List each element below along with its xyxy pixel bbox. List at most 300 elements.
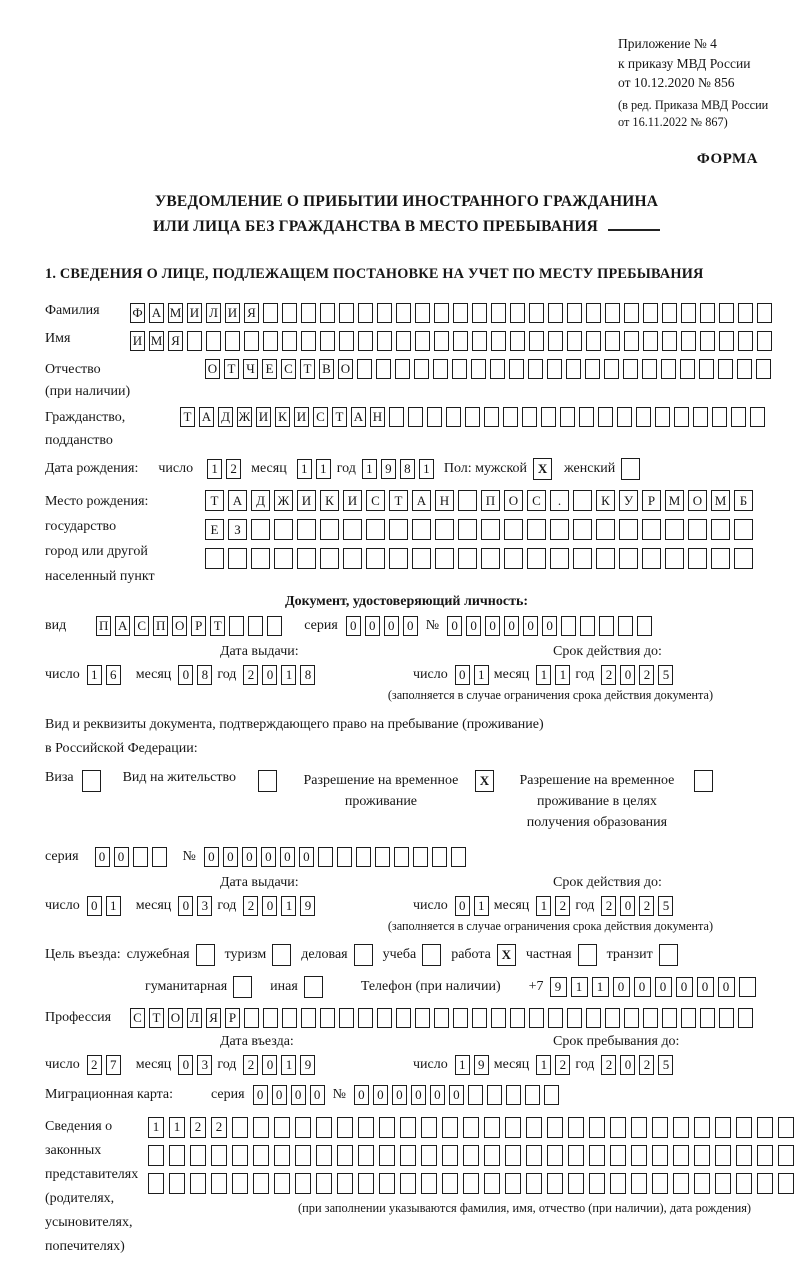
char-box[interactable] (589, 1117, 605, 1138)
char-box[interactable] (358, 1117, 374, 1138)
char-box[interactable] (757, 303, 772, 323)
char-box[interactable]: А (115, 616, 130, 636)
char-box[interactable] (548, 303, 563, 323)
char-box[interactable] (148, 1173, 164, 1194)
char-box[interactable] (596, 519, 615, 540)
char-box[interactable]: 2 (243, 896, 258, 916)
char-box[interactable] (529, 303, 544, 323)
char-box[interactable]: Т (180, 407, 195, 427)
char-box[interactable] (688, 519, 707, 540)
char-box[interactable]: 0 (262, 896, 277, 916)
char-box[interactable] (413, 847, 428, 867)
char-box[interactable] (642, 548, 661, 569)
char-box[interactable]: 2 (190, 1117, 206, 1138)
char-box[interactable] (206, 331, 221, 351)
char-box[interactable] (544, 1085, 559, 1105)
char-box[interactable] (435, 548, 454, 569)
char-box[interactable]: 5 (658, 1055, 673, 1075)
char-box[interactable] (506, 1085, 521, 1105)
char-box[interactable] (596, 548, 615, 569)
char-box[interactable] (375, 847, 390, 867)
char-box[interactable] (568, 1117, 584, 1138)
char-box[interactable]: 0 (485, 616, 500, 636)
char-box[interactable] (301, 331, 316, 351)
char-box[interactable]: 0 (178, 896, 193, 916)
char-box[interactable]: 0 (87, 896, 102, 916)
char-box[interactable]: 9 (474, 1055, 489, 1075)
patronymic-input[interactable] (205, 359, 771, 379)
char-box[interactable] (560, 407, 575, 427)
char-box[interactable]: С (527, 490, 546, 511)
char-box[interactable]: 3 (197, 896, 212, 916)
char-box[interactable]: П (481, 490, 500, 511)
char-box[interactable] (694, 1117, 710, 1138)
char-box[interactable] (522, 407, 537, 427)
char-box[interactable] (169, 1173, 185, 1194)
char-box[interactable]: 2 (601, 665, 616, 685)
char-box[interactable]: 0 (95, 847, 110, 867)
char-box[interactable] (567, 331, 582, 351)
char-box[interactable] (711, 548, 730, 569)
char-box[interactable] (541, 407, 556, 427)
temp-residence-education-checkbox[interactable] (694, 770, 713, 792)
char-box[interactable] (700, 1008, 715, 1028)
char-box[interactable] (205, 548, 224, 569)
purpose-other-checkbox[interactable] (304, 976, 323, 998)
char-box[interactable] (550, 548, 569, 569)
char-box[interactable] (377, 1008, 392, 1028)
char-box[interactable] (734, 519, 753, 540)
char-box[interactable]: Т (149, 1008, 164, 1028)
char-box[interactable] (211, 1173, 227, 1194)
char-box[interactable] (301, 1008, 316, 1028)
char-box[interactable] (504, 519, 523, 540)
char-box[interactable]: М (665, 490, 684, 511)
purpose-tourism-checkbox[interactable] (272, 944, 291, 966)
char-box[interactable]: 0 (466, 616, 481, 636)
char-box[interactable] (510, 1008, 525, 1028)
char-box[interactable]: З (228, 519, 247, 540)
char-box[interactable]: 0 (299, 847, 314, 867)
char-box[interactable] (681, 1008, 696, 1028)
char-box[interactable]: 9 (300, 1055, 315, 1075)
char-box[interactable]: 1 (571, 977, 588, 997)
title-blank-underline[interactable] (608, 229, 660, 231)
char-box[interactable] (505, 1117, 521, 1138)
char-box[interactable] (187, 331, 202, 351)
char-box[interactable] (320, 1008, 335, 1028)
char-box[interactable] (610, 1117, 626, 1138)
char-box[interactable] (624, 331, 639, 351)
char-box[interactable] (491, 303, 506, 323)
char-box[interactable] (778, 1117, 794, 1138)
char-box[interactable] (738, 331, 753, 351)
char-box[interactable] (618, 616, 633, 636)
char-box[interactable] (152, 847, 167, 867)
char-box[interactable] (366, 519, 385, 540)
char-box[interactable]: 2 (243, 1055, 258, 1075)
char-box[interactable] (605, 303, 620, 323)
char-box[interactable] (642, 519, 661, 540)
residence-permit-checkbox[interactable] (258, 770, 277, 792)
char-box[interactable]: И (225, 303, 240, 323)
purpose-official-checkbox[interactable] (196, 944, 215, 966)
char-box[interactable]: О (172, 616, 187, 636)
char-box[interactable] (263, 331, 278, 351)
char-box[interactable]: 5 (658, 896, 673, 916)
char-box[interactable] (736, 1117, 752, 1138)
char-box[interactable]: М (711, 490, 730, 511)
char-box[interactable] (750, 407, 765, 427)
char-box[interactable] (358, 1173, 374, 1194)
char-box[interactable] (599, 616, 614, 636)
purpose-humanitarian-checkbox[interactable] (233, 976, 252, 998)
char-box[interactable] (337, 1117, 353, 1138)
char-box[interactable] (586, 1008, 601, 1028)
char-box[interactable]: 0 (655, 977, 672, 997)
char-box[interactable] (526, 1173, 542, 1194)
permit-issue-month-input[interactable] (178, 896, 212, 916)
char-box[interactable] (358, 331, 373, 351)
char-box[interactable]: С (130, 1008, 145, 1028)
char-box[interactable]: С (366, 490, 385, 511)
char-box[interactable]: 0 (365, 616, 380, 636)
char-box[interactable]: 1 (297, 459, 312, 479)
char-box[interactable]: 1 (536, 896, 551, 916)
char-box[interactable]: С (134, 616, 149, 636)
char-box[interactable] (415, 303, 430, 323)
char-box[interactable] (377, 303, 392, 323)
char-box[interactable] (673, 1117, 689, 1138)
char-box[interactable] (366, 548, 385, 569)
char-box[interactable] (434, 1008, 449, 1028)
char-box[interactable] (415, 1008, 430, 1028)
char-box[interactable] (487, 1085, 502, 1105)
char-box[interactable] (415, 331, 430, 351)
permit-issue-year-input[interactable] (243, 896, 315, 916)
char-box[interactable]: 0 (178, 1055, 193, 1075)
char-box[interactable]: И (294, 407, 309, 427)
char-box[interactable]: А (199, 407, 214, 427)
permit-valid-day-input[interactable] (455, 896, 489, 916)
char-box[interactable] (133, 847, 148, 867)
char-box[interactable] (617, 407, 632, 427)
char-box[interactable] (598, 407, 613, 427)
doc-valid-year-input[interactable] (601, 665, 673, 685)
char-box[interactable] (688, 548, 707, 569)
char-box[interactable] (484, 1173, 500, 1194)
char-box[interactable] (757, 331, 772, 351)
char-box[interactable] (316, 1117, 332, 1138)
char-box[interactable] (700, 331, 715, 351)
char-box[interactable] (756, 359, 771, 379)
char-box[interactable] (568, 1173, 584, 1194)
char-box[interactable] (435, 519, 454, 540)
stay-year-input[interactable] (601, 1055, 673, 1075)
char-box[interactable]: И (297, 490, 316, 511)
char-box[interactable] (510, 331, 525, 351)
char-box[interactable]: 1 (106, 896, 121, 916)
stay-month-input[interactable] (536, 1055, 570, 1075)
char-box[interactable] (471, 359, 486, 379)
char-box[interactable] (434, 331, 449, 351)
char-box[interactable] (527, 548, 546, 569)
char-box[interactable] (585, 359, 600, 379)
char-box[interactable]: 5 (658, 665, 673, 685)
char-box[interactable] (446, 407, 461, 427)
char-box[interactable] (731, 407, 746, 427)
char-box[interactable] (548, 331, 563, 351)
given-name-input[interactable] (130, 331, 772, 351)
doc-issue-month-input[interactable] (178, 665, 212, 685)
purpose-transit-checkbox[interactable] (659, 944, 678, 966)
char-box[interactable] (719, 1008, 734, 1028)
char-box[interactable] (297, 519, 316, 540)
char-box[interactable]: Р (642, 490, 661, 511)
char-box[interactable]: О (205, 359, 220, 379)
char-box[interactable] (736, 1173, 752, 1194)
char-box[interactable] (394, 847, 409, 867)
char-box[interactable] (421, 1117, 437, 1138)
char-box[interactable]: О (688, 490, 707, 511)
entry-year-input[interactable] (243, 1055, 315, 1075)
char-box[interactable] (484, 1117, 500, 1138)
char-box[interactable]: 8 (300, 665, 315, 685)
char-box[interactable] (619, 519, 638, 540)
char-box[interactable]: 0 (384, 616, 399, 636)
char-box[interactable]: Ч (243, 359, 258, 379)
char-box[interactable]: 1 (281, 665, 296, 685)
char-box[interactable]: 0 (613, 977, 630, 997)
char-box[interactable] (655, 407, 670, 427)
char-box[interactable]: 0 (447, 616, 462, 636)
char-box[interactable]: М (168, 303, 183, 323)
char-box[interactable]: 7 (106, 1055, 121, 1075)
char-box[interactable] (253, 1173, 269, 1194)
char-box[interactable]: 0 (310, 1085, 325, 1105)
char-box[interactable] (719, 331, 734, 351)
char-box[interactable] (643, 331, 658, 351)
char-box[interactable]: С (281, 359, 296, 379)
char-box[interactable] (757, 1117, 773, 1138)
char-box[interactable]: 0 (178, 665, 193, 685)
char-box[interactable] (623, 359, 638, 379)
char-box[interactable] (339, 331, 354, 351)
birth-month-input[interactable] (297, 459, 331, 479)
char-box[interactable]: Ж (237, 407, 252, 427)
char-box[interactable] (586, 331, 601, 351)
char-box[interactable]: Н (370, 407, 385, 427)
char-box[interactable] (251, 519, 270, 540)
char-box[interactable]: 0 (291, 1085, 306, 1105)
char-box[interactable] (605, 331, 620, 351)
char-box[interactable]: 2 (601, 896, 616, 916)
char-box[interactable] (778, 1173, 794, 1194)
doc-valid-month-input[interactable] (536, 665, 570, 685)
char-box[interactable] (738, 303, 753, 323)
char-box[interactable] (573, 548, 592, 569)
char-box[interactable] (282, 1008, 297, 1028)
char-box[interactable] (232, 1173, 248, 1194)
char-box[interactable]: Я (244, 303, 259, 323)
doc-number-input[interactable] (447, 616, 652, 636)
char-box[interactable] (463, 1173, 479, 1194)
char-box[interactable]: А (149, 303, 164, 323)
char-box[interactable] (580, 616, 595, 636)
char-box[interactable] (376, 359, 391, 379)
char-box[interactable] (711, 519, 730, 540)
char-box[interactable] (339, 303, 354, 323)
char-box[interactable]: 3 (197, 1055, 212, 1075)
char-box[interactable]: 0 (411, 1085, 426, 1105)
char-box[interactable] (295, 1117, 311, 1138)
char-box[interactable] (662, 1008, 677, 1028)
char-box[interactable] (694, 1173, 710, 1194)
char-box[interactable]: Я (168, 331, 183, 351)
char-box[interactable] (458, 490, 477, 511)
char-box[interactable]: 0 (430, 1085, 445, 1105)
char-box[interactable]: 0 (620, 896, 635, 916)
char-box[interactable] (320, 331, 335, 351)
doc-type-input[interactable] (96, 616, 282, 636)
char-box[interactable] (610, 1173, 626, 1194)
char-box[interactable] (579, 407, 594, 427)
char-box[interactable] (712, 407, 727, 427)
surname-input[interactable] (130, 303, 772, 323)
char-box[interactable] (379, 1173, 395, 1194)
sex-female-checkbox[interactable] (621, 458, 640, 480)
char-box[interactable]: Т (205, 490, 224, 511)
doc-valid-day-input[interactable] (455, 665, 489, 685)
char-box[interactable] (232, 1117, 248, 1138)
representatives-row3-input[interactable] (148, 1173, 795, 1194)
char-box[interactable]: 2 (639, 896, 654, 916)
char-box[interactable] (463, 1117, 479, 1138)
char-box[interactable] (661, 359, 676, 379)
char-box[interactable] (504, 548, 523, 569)
char-box[interactable]: У (619, 490, 638, 511)
char-box[interactable] (472, 331, 487, 351)
char-box[interactable] (526, 1117, 542, 1138)
char-box[interactable]: О (504, 490, 523, 511)
char-box[interactable] (274, 519, 293, 540)
char-box[interactable] (453, 303, 468, 323)
char-box[interactable] (452, 359, 467, 379)
char-box[interactable] (316, 1173, 332, 1194)
char-box[interactable]: А (228, 490, 247, 511)
char-box[interactable]: 8 (400, 459, 415, 479)
char-box[interactable]: В (319, 359, 334, 379)
char-box[interactable] (453, 1008, 468, 1028)
char-box[interactable] (548, 1008, 563, 1028)
char-box[interactable]: 0 (634, 977, 651, 997)
char-box[interactable] (434, 303, 449, 323)
char-box[interactable]: Д (251, 490, 270, 511)
char-box[interactable] (734, 548, 753, 569)
char-box[interactable] (421, 1173, 437, 1194)
char-box[interactable]: К (320, 490, 339, 511)
char-box[interactable]: 1 (474, 896, 489, 916)
char-box[interactable]: 0 (718, 977, 735, 997)
entry-day-input[interactable] (87, 1055, 121, 1075)
char-box[interactable]: Л (206, 303, 221, 323)
char-box[interactable]: 2 (87, 1055, 102, 1075)
char-box[interactable] (561, 616, 576, 636)
char-box[interactable]: 2 (555, 896, 570, 916)
char-box[interactable] (637, 616, 652, 636)
char-box[interactable] (481, 519, 500, 540)
char-box[interactable] (468, 1085, 483, 1105)
purpose-work-checkbox[interactable]: X (497, 944, 516, 966)
birth-place-row1-input[interactable] (205, 490, 753, 511)
char-box[interactable] (547, 359, 562, 379)
char-box[interactable] (665, 548, 684, 569)
char-box[interactable]: 2 (555, 1055, 570, 1075)
char-box[interactable] (396, 1008, 411, 1028)
char-box[interactable]: 1 (281, 1055, 296, 1075)
char-box[interactable] (624, 303, 639, 323)
char-box[interactable]: 0 (280, 847, 295, 867)
char-box[interactable] (503, 407, 518, 427)
permit-series-input[interactable] (95, 847, 167, 867)
phone-input[interactable] (550, 977, 756, 997)
char-box[interactable] (263, 1008, 278, 1028)
char-box[interactable] (642, 359, 657, 379)
citizenship-input[interactable] (180, 407, 765, 427)
char-box[interactable] (491, 331, 506, 351)
char-box[interactable] (662, 331, 677, 351)
char-box[interactable] (295, 1173, 311, 1194)
char-box[interactable]: 0 (114, 847, 129, 867)
char-box[interactable]: Н (435, 490, 454, 511)
char-box[interactable] (453, 331, 468, 351)
char-box[interactable]: Я (206, 1008, 221, 1028)
char-box[interactable]: 0 (403, 616, 418, 636)
char-box[interactable] (412, 519, 431, 540)
char-box[interactable] (263, 303, 278, 323)
char-box[interactable] (699, 359, 714, 379)
char-box[interactable] (528, 359, 543, 379)
char-box[interactable]: 0 (504, 616, 519, 636)
char-box[interactable] (400, 1173, 416, 1194)
char-box[interactable] (719, 303, 734, 323)
char-box[interactable] (643, 303, 658, 323)
char-box[interactable] (643, 1008, 658, 1028)
char-box[interactable]: О (338, 359, 353, 379)
char-box[interactable] (586, 303, 601, 323)
char-box[interactable] (377, 331, 392, 351)
char-box[interactable]: 0 (262, 665, 277, 685)
char-box[interactable]: 0 (392, 1085, 407, 1105)
char-box[interactable] (274, 548, 293, 569)
char-box[interactable] (274, 1117, 290, 1138)
char-box[interactable] (491, 1008, 506, 1028)
char-box[interactable] (550, 519, 569, 540)
char-box[interactable]: Р (191, 616, 206, 636)
char-box[interactable]: 0 (620, 665, 635, 685)
char-box[interactable] (225, 331, 240, 351)
char-box[interactable] (253, 1117, 269, 1138)
char-box[interactable] (318, 847, 333, 867)
char-box[interactable]: Д (218, 407, 233, 427)
char-box[interactable]: 8 (197, 665, 212, 685)
char-box[interactable] (343, 519, 362, 540)
char-box[interactable]: Т (224, 359, 239, 379)
char-box[interactable]: 1 (87, 665, 102, 685)
char-box[interactable]: 0 (261, 847, 276, 867)
purpose-business-checkbox[interactable] (354, 944, 373, 966)
char-box[interactable] (693, 407, 708, 427)
